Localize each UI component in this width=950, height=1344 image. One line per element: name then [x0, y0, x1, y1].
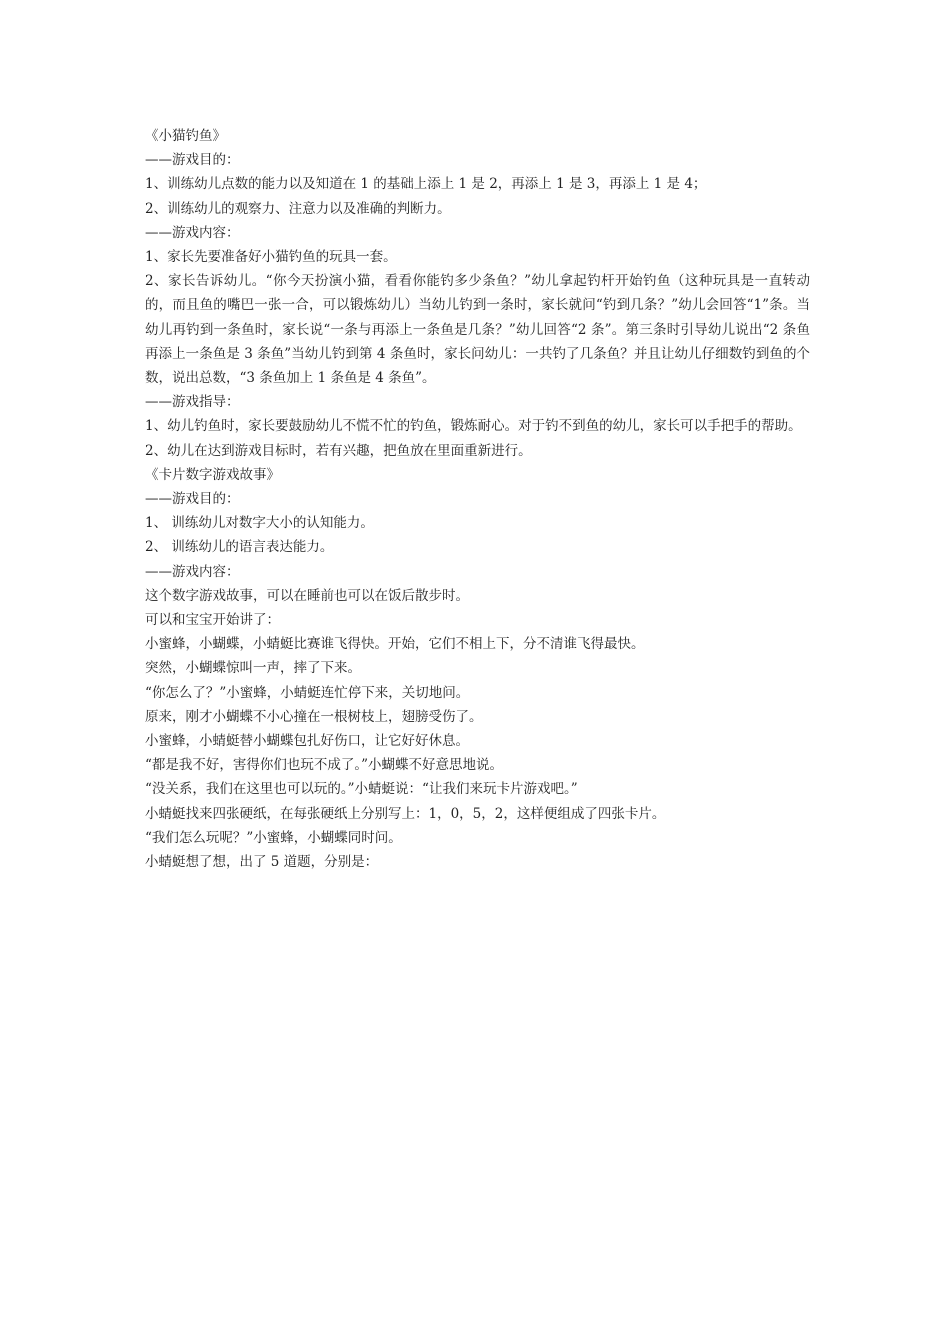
guide-item: 2、幼儿在达到游戏目标时，若有兴趣，把鱼放在里面重新进行。 [145, 442, 532, 459]
goal-item: 2、训练幼儿的观察力、注意力以及准确的判断力。 [145, 200, 451, 217]
story-line: 小蜜蜂，小蜻蜓替小蝴蝶包扎好伤口，让它好好休息。 [145, 733, 469, 750]
section-heading: ——游戏目的： [145, 152, 240, 169]
section-heading: ——游戏内容： [145, 563, 240, 580]
story-line: 这个数字游戏故事，可以在睡前也可以在饭后散步时。 [145, 587, 469, 604]
story-line: 可以和宝宝开始讲了： [145, 612, 280, 629]
story-line: 突然，小蝴蝶惊叫一声，摔了下来。 [145, 660, 361, 677]
section-heading: ——游戏目的： [145, 491, 240, 508]
section-heading: ——游戏指导： [145, 394, 240, 411]
section-title: 《卡片数字游戏故事》 [145, 466, 280, 483]
section-title: 《小猫钓鱼》 [145, 128, 226, 144]
story-line: 小蜻蜓想了想，出了 5 道题，分别是： [145, 854, 379, 871]
guide-paragraph: 1、幼儿钓鱼时，家长要鼓励幼儿不慌不忙的钓鱼，锻炼耐心。对于钓不到鱼的幼儿，家长可以手把手的帮助。 [145, 418, 802, 435]
story-line: “没关系，我们在这里也可以玩的。”小蜻蜓说：“让我们来玩卡片游戏吧。” [145, 781, 578, 798]
story-line: “都是我不好，害得你们也玩不成了。”小蝴蝶不好意思地说。 [145, 757, 504, 774]
story-line: 小蜻蜓找来四张硬纸，在每张硬纸上分别写上：1，0，5，2，这样便组成了四张卡片。 [145, 805, 666, 822]
goal-item: 1、训练幼儿点数的能力以及知道在 1 的基础上添上 1 是 2，再添上 1 是 3，再添上 1 是 4； [145, 176, 707, 193]
content-item: 1、家长先要准备好小猫钓鱼的玩具一套。 [145, 249, 397, 266]
story-line: 原来，刚才小蝴蝶不小心撞在一根树枝上，翅膀受伤了。 [145, 708, 483, 725]
story-line: “你怎么了？”小蜜蜂，小蜻蜓连忙停下来，关切地问。 [145, 684, 470, 701]
story-line: 小蜜蜂，小蝴蝶，小蜻蜓比赛谁飞得快。开始，它们不相上下，分不清谁飞得最快。 [145, 636, 645, 653]
goal-item: 2、 训练幼儿的语言表达能力。 [145, 539, 334, 556]
content-paragraph: 2、家长告诉幼儿。“你今天扮演小猫，看看你能钓多少条鱼？”幼儿拿起钓杆开始钓鱼（这种玩具是一直转动的，而且鱼的嘴巴一张一合，可以锻炼幼儿）当幼儿钓到一条时，家长就问“钓到几条？”幼儿会回答“1”条。当幼儿再钓到一条鱼时，家长说“一条与再添上一条鱼是几条？”幼儿回答“2 条”。第三条时引导幼儿说出“2 条鱼再添上一条鱼是 3 条鱼”当幼儿钓到第 4 条鱼时，家长问幼儿：一共钓了几条鱼？并且让幼儿仔细数钓到鱼的个数，说出总数，“3 条鱼加上 1 条鱼是 4 条鱼”。 [145, 273, 810, 387]
section-heading: ——游戏内容： [145, 224, 240, 241]
document-body [145, 124, 810, 874]
story-line: “我们怎么玩呢？”小蜜蜂，小蝴蝶同时问。 [145, 829, 402, 846]
goal-item: 1、 训练幼儿对数字大小的认知能力。 [145, 515, 374, 532]
